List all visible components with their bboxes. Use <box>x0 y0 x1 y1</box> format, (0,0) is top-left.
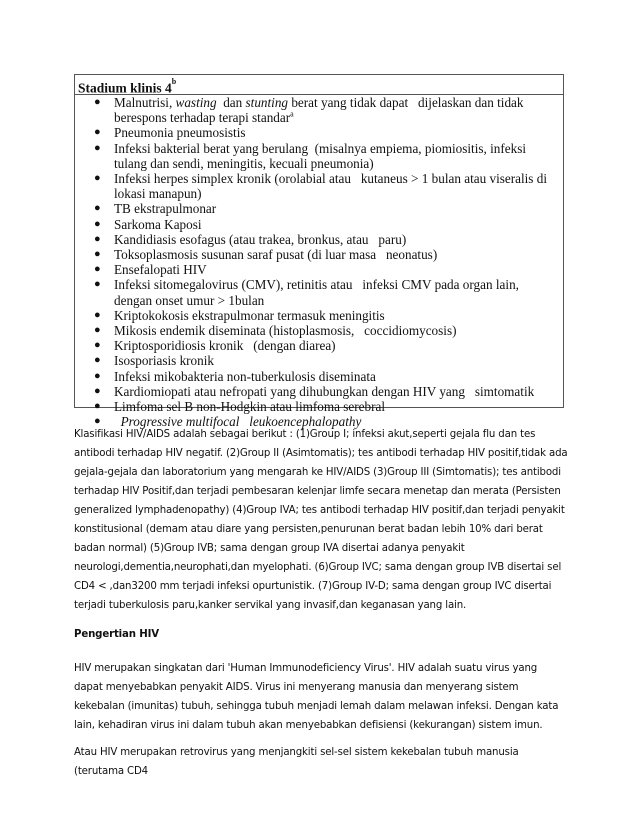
criteria-text: Kriptokokosis ekstrapulmonar termasuk meningitis <box>114 307 385 323</box>
bullet-icon: ● <box>94 415 101 428</box>
criteria-item <box>75 308 563 323</box>
bullet-icon: ● <box>94 141 101 154</box>
bullet-icon: ● <box>94 217 101 230</box>
criteria-item <box>75 369 563 384</box>
criteria-item <box>75 201 563 216</box>
criteria-text: Pneumonia pneumosistis <box>114 125 246 141</box>
criteria-text: Mikosis endemik diseminata (histoplasmosis, coccidiomycosis) <box>114 323 457 339</box>
bullet-icon: ● <box>94 278 101 291</box>
criteria-text: Kriptosporidiosis kronik (dengan diarea) <box>114 338 336 354</box>
clinical-stage-table <box>74 74 564 430</box>
table-heading-superscript: b <box>171 77 177 86</box>
criteria-item <box>75 247 563 262</box>
criteria-item <box>75 399 563 414</box>
pengertian-paragraph-2: Atau HIV merupakan retrovirus yang menjangkiti sel-sel sistem kekebalan tubuh manusia (terutama CD4 <box>74 747 519 777</box>
criteria-text: Ensefalopati HIV <box>114 262 207 278</box>
criteria-text: dan <box>216 95 246 110</box>
criteria-item <box>75 338 563 353</box>
criteria-item <box>75 125 563 140</box>
criteria-text: TB ekstrapulmonar <box>114 201 217 217</box>
criteria-item <box>75 95 563 125</box>
criteria-text: Sarkoma Kaposi <box>114 216 202 232</box>
criteria-text: Progressive multifocal leukoencephalopathy <box>114 414 362 430</box>
bullet-icon: ● <box>94 263 101 276</box>
criteria-list <box>75 95 563 429</box>
criteria-text: Kandidiasis esofagus (atau trakea, bronkus, atau paru) <box>114 231 407 247</box>
criteria-text: stunting <box>245 95 289 110</box>
criteria-text: Toksoplasmosis susunan saraf pusat (di luar masa neonatus) <box>114 247 438 263</box>
criteria-item <box>75 171 563 201</box>
criteria-text: Infeksi herpes simplex kronik (orolabial atau kutaneus > 1 bulan atau viseralis di lokasi manapun) <box>114 171 551 202</box>
criteria-text: Isosporiasis kronik <box>114 353 215 369</box>
criteria-item <box>75 353 563 368</box>
bullet-icon: ● <box>94 248 101 261</box>
bullet-icon: ● <box>94 202 101 215</box>
criteria-item <box>75 384 563 399</box>
criteria-text: Infeksi bakterial berat yang berulang (misalnya empiema, piomiositis, infeksi tulang dan sendi, meningitis, kecuali pneumonia) <box>114 140 536 171</box>
criteria-text: wasting <box>175 95 217 110</box>
criteria-item <box>75 277 563 307</box>
criteria-text: Infeksi mikobakteria non-tuberkulosis diseminata <box>114 368 376 384</box>
criteria-text: Limfoma sel B non-Hodgkin atau limfoma serebral <box>114 399 386 415</box>
bullet-icon: ● <box>94 126 101 139</box>
bullet-icon: ● <box>94 172 101 185</box>
bullet-icon: ● <box>94 324 101 337</box>
bullet-icon: ● <box>94 400 101 413</box>
criteria-item <box>75 141 563 171</box>
criteria-item <box>75 323 563 338</box>
section-heading-pengertian: Pengertian HIV <box>74 629 159 640</box>
criteria-text: Kardiomiopati atau nefropati yang dihubungkan dengan HIV yang simtomatik <box>114 383 535 399</box>
criteria-item <box>75 232 563 247</box>
criteria-text: Infeksi sitomegalovirus (CMV), retinitis atau infeksi CMV pada organ lain, dengan onset umur > 1bulan <box>114 277 523 308</box>
criteria-text: a <box>290 109 294 119</box>
criteria-item <box>75 217 563 232</box>
bullet-icon: ● <box>94 369 101 382</box>
bullet-icon: ● <box>94 96 101 108</box>
bullet-icon: ● <box>94 354 101 367</box>
bullet-icon: ● <box>94 308 101 321</box>
bullet-icon: ● <box>94 384 101 397</box>
criteria-text: Malnutrisi, <box>114 95 176 110</box>
pengertian-paragraph-1: HIV merupakan singkatan dari 'Human Immunodeficiency Virus'. HIV adalah suatu virus yang dapat menyebabkan penyakit AIDS. Virus ini menyerang manusia dan menyerang sistem kekebalan (imunitas) tubuh, sehingga tubuh menjadi lemah dalam melawan infeksi. Dengan kata lain, kehadiran virus ini dalam tubuh akan menyebabkan defisiensi (kekurangan) sistem imun. <box>74 663 559 731</box>
bullet-icon: ● <box>94 339 101 352</box>
table-heading-text: Stadium klinis 4 <box>78 80 172 96</box>
criteria-item <box>75 262 563 277</box>
table-heading <box>75 75 563 95</box>
criteria-text: berat yang tidak dapat dijelaskan dan tidak berespons terhadap terapi standar <box>114 95 527 126</box>
bullet-icon: ● <box>94 232 101 245</box>
klasifikasi-paragraph: Klasifikasi HIV/AIDS adalah sebagai berikut : (1)Group I; infeksi akut,seperti gejala flu dan tes antibodi terhadap HIV negatif. (2)Group II (Asimtomatis); tes antibodi terhadap HIV positif,tidak ada gejala-gejala dan laboratorium yang mengarah ke HIV/AIDS (3)Group III (Simtomatis); tes antibodi terhadap HIV Positif,dan terjadi pembesaran kelenjar limfe secara menetap dan merata (Persisten generalized lymphadenopathy) (4)Group IVA; tes antibodi terhadap HIV positif,dan terjadi penyakit konstitusional (demam atau diare yang persisten,penurunan berat badan lebih 10% dari berat badan normal) (5)Group IVB; sama dengan group IVA disertai adanya penyakit neurologi,dementia,neurophati,dan myelophati. (6)Group IVC; sama dengan group IVB disertai sel CD4 < ,dan3200 mm terjadi infeksi opurtunistik. (7)Group IV-D; sama dengan group IVC disertai terjadi tuberkulosis paru,kanker servikal yang invasif,dan keganasan yang lain. <box>74 429 568 611</box>
